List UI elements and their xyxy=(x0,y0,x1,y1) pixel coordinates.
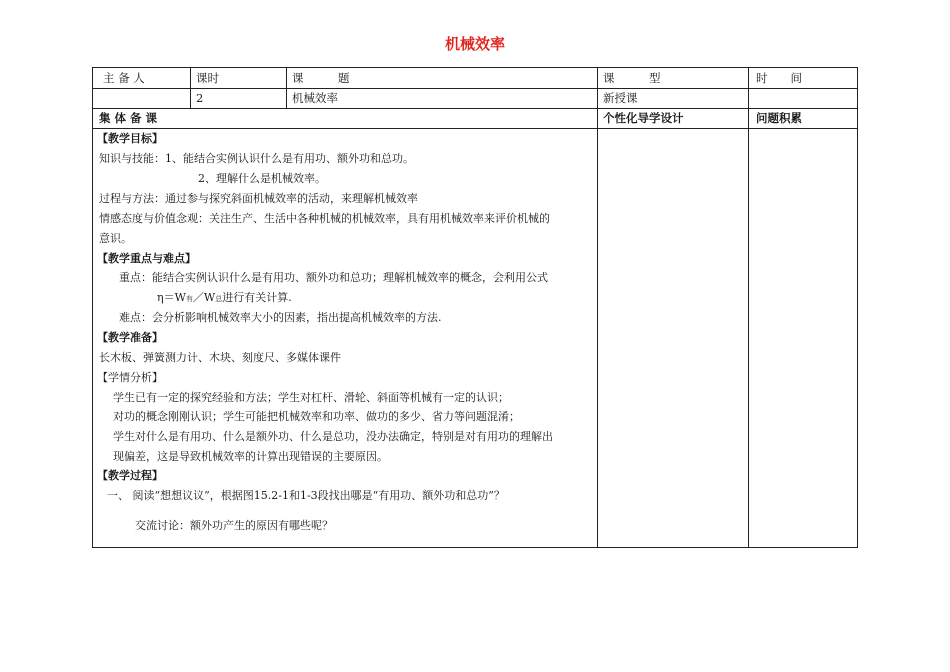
lesson-plan-table xyxy=(92,67,858,548)
collective-label: 集 体 备 课 xyxy=(99,111,158,125)
type-value: 新授课 xyxy=(603,91,638,105)
process-heading: 【教学过程】 xyxy=(97,469,163,482)
document-title: 机械效率 xyxy=(444,35,505,53)
prep-items: 长木板、弹簧测力计、木块、刻度尺、多媒体课件 xyxy=(99,351,341,364)
process-line: 交流讨论：额外功产生的原因有哪些呢？ xyxy=(135,519,333,532)
analysis-line: 对功的概念刚刚认识；学生可能把机械效率和功率、做功的多少、省力等问题混淆； xyxy=(113,410,520,423)
row-divider xyxy=(93,88,857,89)
preparer-label: 主 备 人 xyxy=(103,71,145,85)
topic-value: 机械效率 xyxy=(292,91,338,105)
analysis-line: 现偏差，这是导致机械效率的计算出现错误的主要原因。 xyxy=(113,450,388,463)
problems-label: 问题积累 xyxy=(756,111,802,125)
type-label: 课 型 xyxy=(603,71,661,85)
formula-eta: η＝W xyxy=(157,291,186,304)
goals-process-line: 过程与方法：通过参与探究斜面机械效率的活动，来理解机械效率 xyxy=(99,192,418,205)
prep-heading: 【教学准备】 xyxy=(97,331,163,344)
personal-design-label: 个性化导学设计 xyxy=(603,111,684,125)
goals-heading: 【教学目标】 xyxy=(97,132,163,145)
formula-divider: ／W xyxy=(192,291,216,304)
row-divider xyxy=(93,128,857,129)
difficulty-line: 难点：会分析影响机械效率大小的因素，指出提高机械效率的方法. xyxy=(119,311,442,324)
row-divider xyxy=(93,108,857,109)
column-divider xyxy=(748,68,749,547)
formula-subscript-total: 总 xyxy=(215,295,223,303)
topic-label: 课 题 xyxy=(292,71,350,85)
period-value: 2 xyxy=(196,91,204,105)
process-line: 一、 阅读“想想议议”，根据图15.2-1和1-3段找出哪是“有用功、额外功和总功”？ xyxy=(107,489,505,502)
goals-knowledge-line: 2、理解什么是机械效率。 xyxy=(198,172,326,185)
key-point-line: 重点：能结合实例认识什么是有用功、额外功和总功；理解机械效率的概念，会利用公式 xyxy=(119,271,548,284)
column-divider xyxy=(190,68,191,108)
analysis-line: 学生已有一定的探究经验和方法；学生对杠杆、滑轮、斜面等机械有一定的认识； xyxy=(113,391,509,404)
time-label: 时 间 xyxy=(756,71,802,85)
analysis-heading: 【学情分析】 xyxy=(97,371,163,384)
goals-emotion-line: 意识。 xyxy=(99,232,132,245)
goals-emotion-line: 情感态度与价值念观：关注生产、生活中各种机械的机械效率，具有用机械效率来评价机械的 xyxy=(99,212,550,225)
analysis-line: 学生对什么是有用功、什么是额外功、什么是总功，没办法确定，特别是对有用功的理解出 xyxy=(113,430,553,443)
goals-knowledge-line: 知识与技能：1、能结合实例认识什么是有用功、额外功和总功。 xyxy=(99,152,414,165)
formula-subscript-useful: 有 xyxy=(185,295,193,303)
formula-line xyxy=(157,291,292,306)
formula-tail: 进行有关计算. xyxy=(222,291,292,304)
key-heading: 【教学重点与难点】 xyxy=(97,252,196,265)
column-divider xyxy=(597,68,598,547)
column-divider xyxy=(286,68,287,108)
period-label: 课时 xyxy=(196,71,219,85)
